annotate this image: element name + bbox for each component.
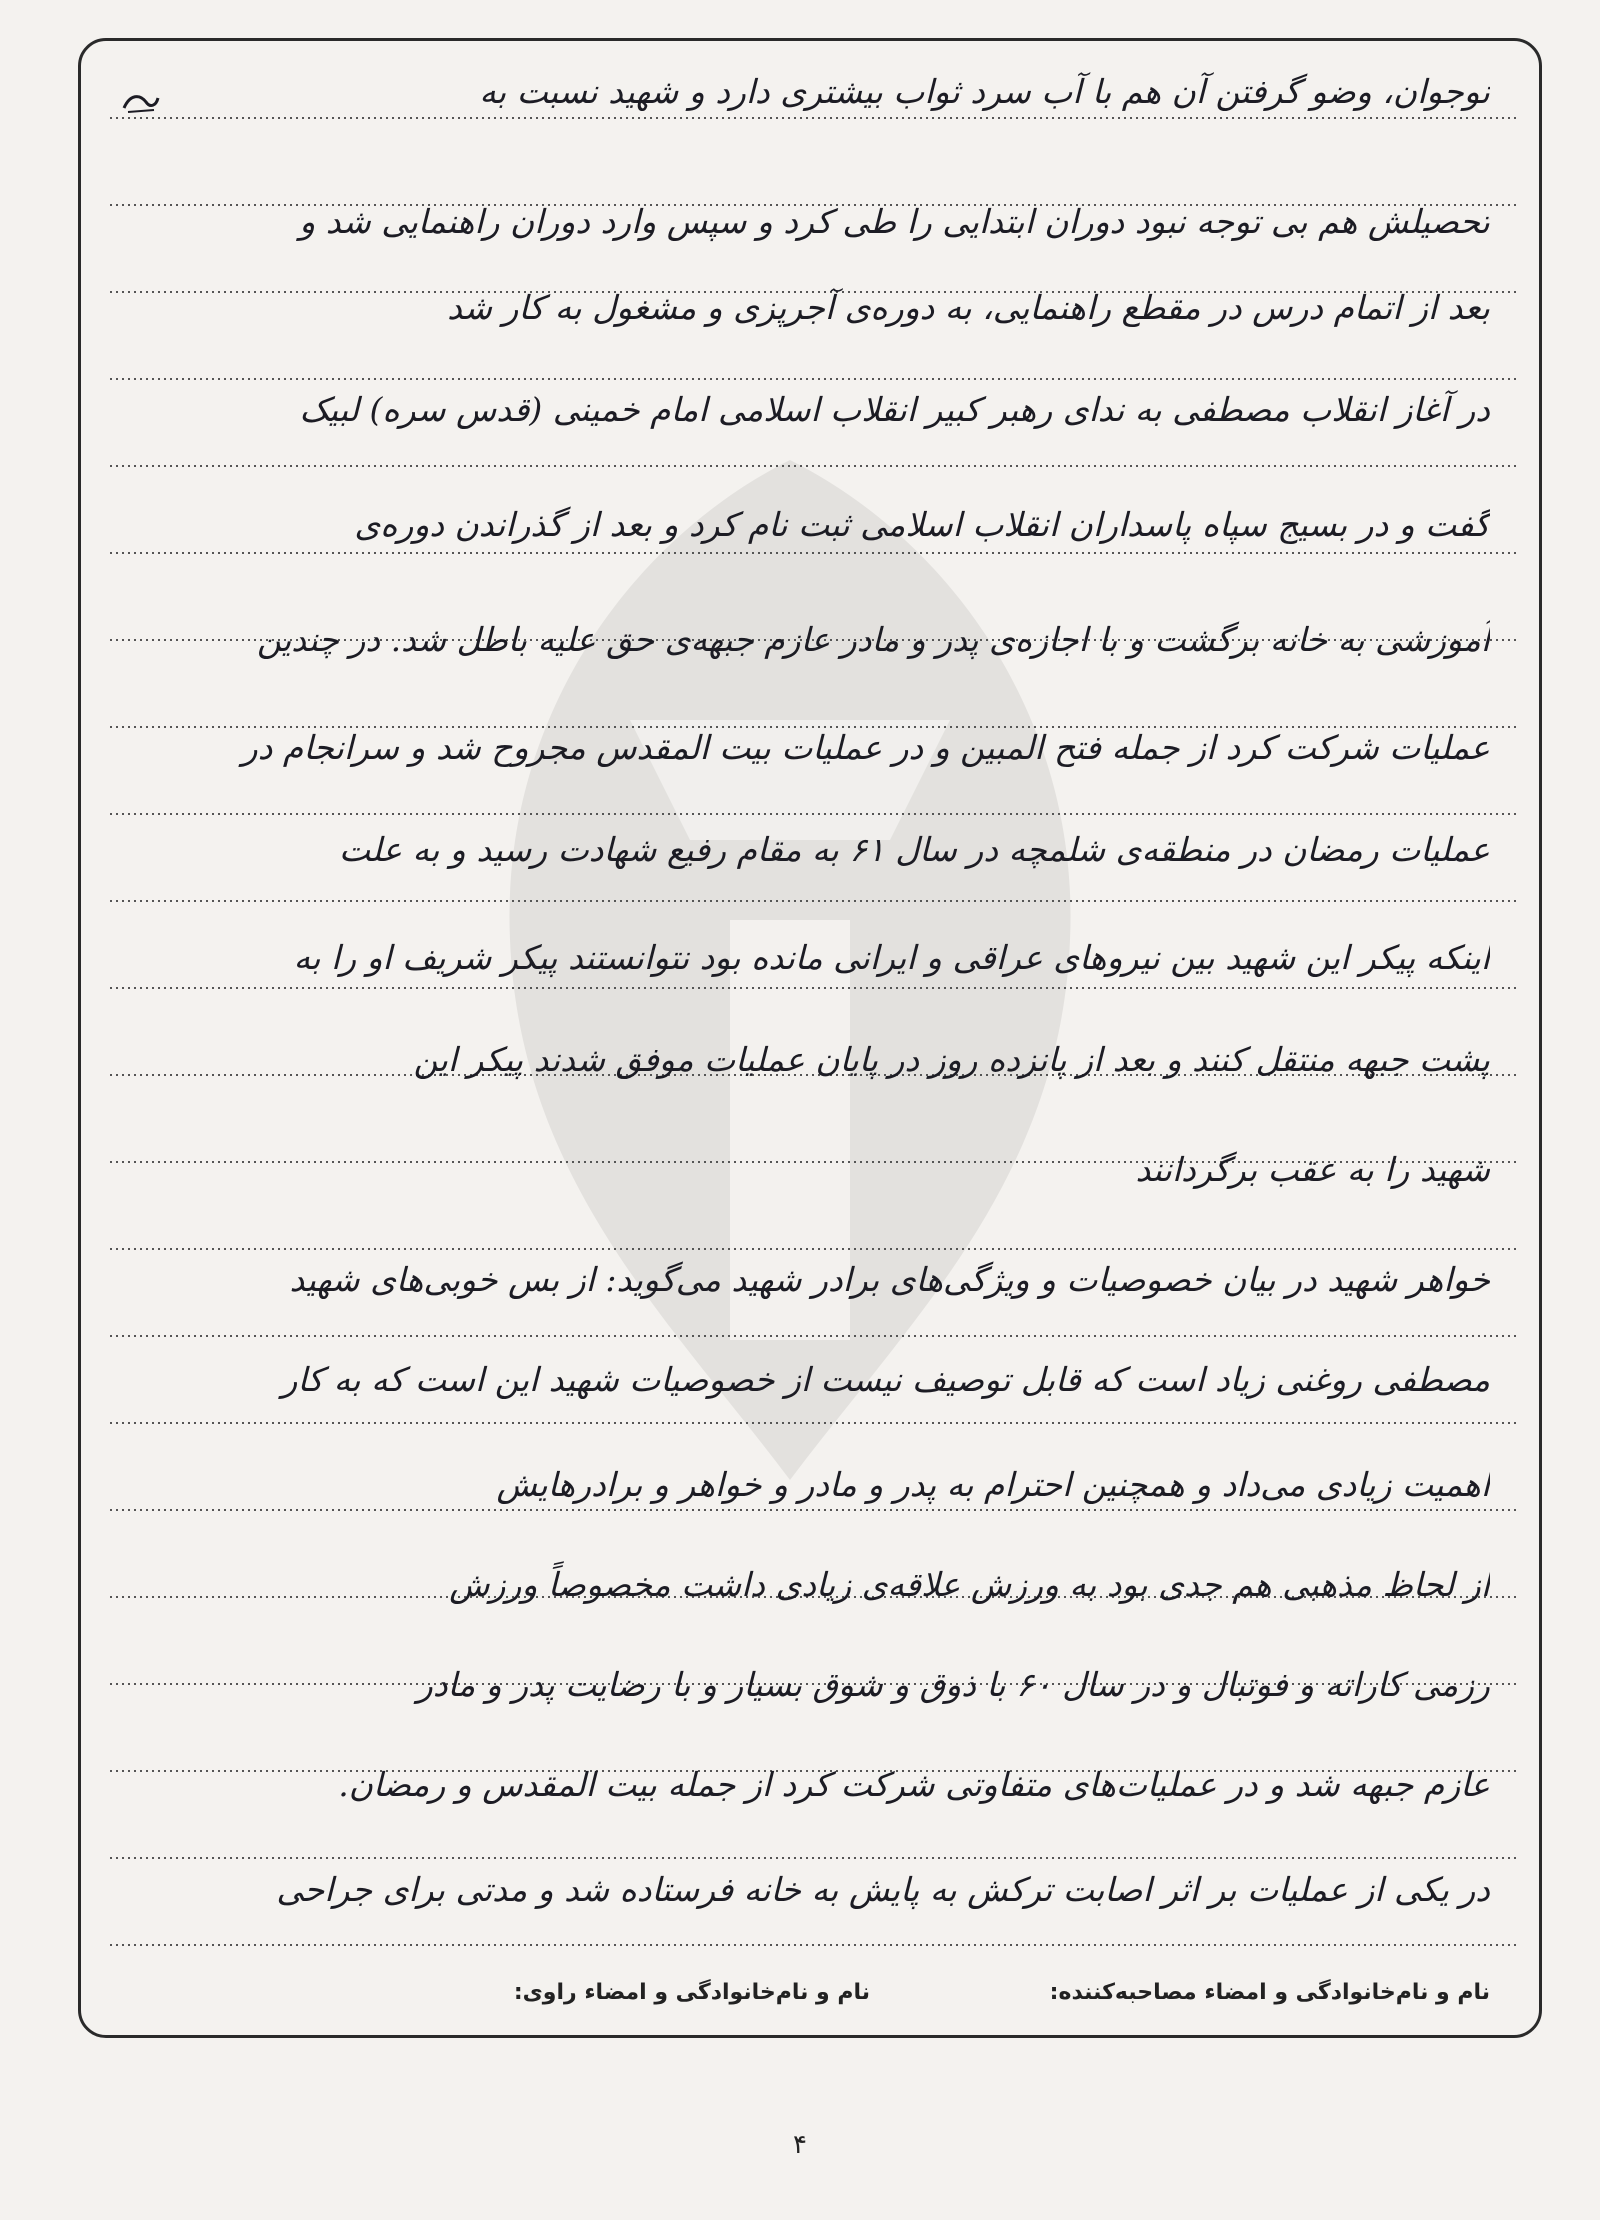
handwritten-line: آموزشی به خانه برگشت و با اجازه‌ی پدر و مادر عازم جبهه‌ی حق علیه باطل شد. در چندین — [256, 620, 1490, 659]
handwritten-line: پشت جبهه منتقل کنند و بعد از پانزده روز در پایان عملیات موفق شدند پیکر این — [413, 1040, 1490, 1079]
handwritten-line: اهمیت زیادی می‌داد و همچنین احترام به پدر و مادر و خواهر و برادرهایش — [496, 1465, 1490, 1504]
handwritten-line: تحصیلش هم بی توجه نبود دوران ابتدایی را طی کرد و سپس وارد دوران راهنمایی شد و — [299, 202, 1490, 241]
narrator-signature-label: نام و نام‌خانوادگی و امضاء راوی: — [513, 1980, 870, 2005]
signature-footer — [110, 1980, 1490, 2020]
handwritten-line: عازم جبهه شد و در عملیات‌های متفاوتی شرکت کرد از جمله بیت المقدس و رمضان. — [338, 1765, 1490, 1804]
handwritten-line: خواهر شهید در بیان خصوصیات و ویژگی‌های برادر شهید می‌گوید: از بس خوبی‌های شهید — [289, 1260, 1490, 1299]
handwritten-line: مصطفی روغنی زیاد است که قابل توصیف نیست از خصوصیات شهید این است که به کار — [281, 1360, 1490, 1399]
handwritten-line: در آغاز انقلاب مصطفی به ندای رهبر کبیر انقلاب اسلامی امام خمینی (قدس سره) لبیک — [299, 390, 1490, 429]
interviewer-signature-label: نام و نام‌خانوادگی و امضاء مصاحبه‌کننده: — [1049, 1980, 1490, 2005]
page-number: ۴ — [793, 2130, 807, 2160]
handwritten-line: عملیات رمضان در منطقه‌ی شلمچه در سال ۶۱ به مقام رفیع شهادت رسید و به علت — [339, 830, 1490, 869]
handwritten-line: در یکی از عملیات بر اثر اصابت ترکش به پایش به خانه فرستاده شد و مدتی برای جراحی — [276, 1870, 1490, 1909]
handwritten-line: بعد از اتمام درس در مقطع راهنمایی، به دوره‌ی آجرپزی و مشغول به کار شد — [447, 288, 1490, 327]
handwritten-line: شهید را به عقب برگردانند — [1135, 1150, 1490, 1189]
handwritten-line: نوجوان، وضو گرفتن آن هم با آب سرد ثواب بیشتری دارد و شهید نسبت به — [479, 72, 1490, 111]
handwritten-line: عملیات شرکت کرد از جمله فتح المبین و در عملیات بیت المقدس مجروح شد و سرانجام در — [241, 728, 1490, 767]
handwritten-line: گفت و در بسیج سپاه پاسداران انقلاب اسلامی ثبت نام کرد و بعد از گذراندن دوره‌ی — [354, 505, 1490, 544]
handwritten-line: از لحاظ مذهبی هم جدی بود به ورزش علاقه‌ی زیادی داشت مخصوصاً ورزش — [449, 1565, 1490, 1604]
handwritten-line: رزمی کاراته و فوتبال و در سال ۶۰ با ذوق و شوق بسیار و با رضایت پدر و مادر — [416, 1665, 1490, 1704]
handwritten-line: اینکه پیکر این شهید بین نیروهای عراقی و ایرانی مانده بود نتوانستند پیکر شریف او را به — [293, 938, 1490, 977]
